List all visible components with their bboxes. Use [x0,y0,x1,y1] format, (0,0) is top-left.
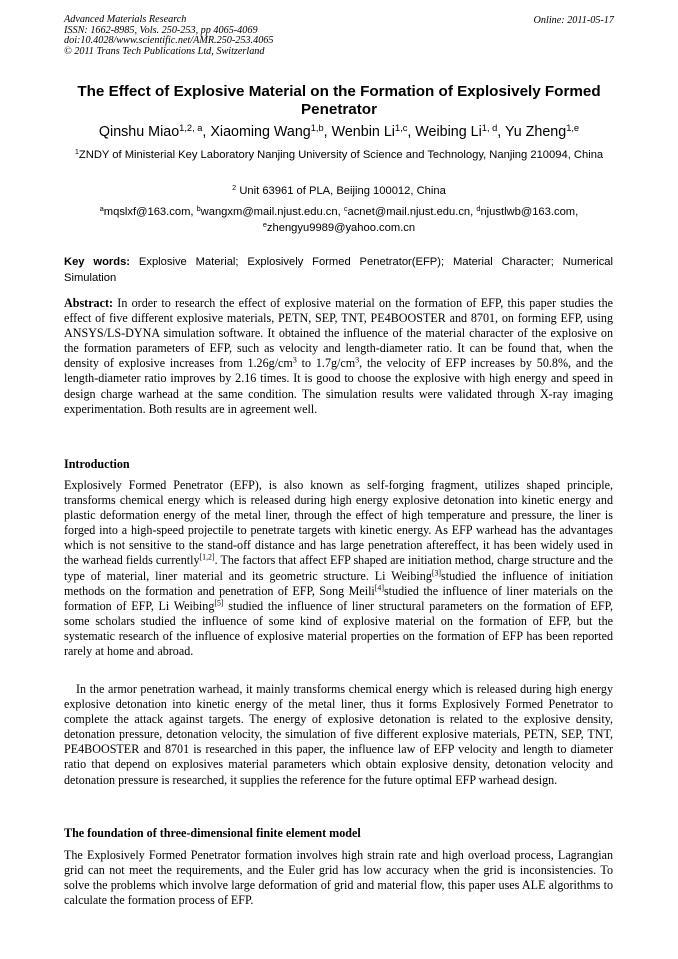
email-mark: a [99,204,104,213]
email-mark: c [343,204,348,213]
abstract-superscript: 3 [355,356,360,366]
author-name: Xiaoming Wang [210,124,311,140]
keywords-label: Key words: [64,256,131,268]
paper-title: The Effect of Explosive Material on the Formation of Explosively Formed Penetrator [77,83,601,118]
paragraph-text: studied the influence of liner materials on the formation of EFP, Li Weibing [64,583,613,613]
keywords [64,255,613,286]
email-mark: d [476,204,481,213]
affiliation-1 [54,148,624,164]
abstract-text: to 1.7g/cm [296,356,356,371]
email-address[interactable]: mqslxf@163.com, [103,206,197,218]
affiliation-text: ZNDY of Ministerial Key Laboratory Nanjing University of Science and Technology, Nanjing 210094, China [78,149,604,161]
abstract-text: In order to research the effect of explosive material on the formation of EFP, this paper studies the effect of five different explosive materials, PETN, SEP, TNT, PE4BOOSTER and 8701, on forming EFP, using ANSYS/LS-DYNA simulation software. It obtained the influence of the material character of the explosive on the formation parameters of EFP, such as velocity and length-diameter ratio. It can be found that, when the density of explosive increases from 1.26g/cm [64,296,613,371]
author-affiliation-mark: 1,e [566,122,580,133]
introduction-paragraph-1 [64,478,613,659]
author-list: Qinshu Miao$^{1,2, a}$, Xiaoming Wang$^{1,b}$, Wenbin Li$^{1,c}$, Weibing Li$^{1, d}$, Yu Zheng$^{1,e}$ [98,122,580,140]
author-name: Qinshu Miao [98,124,180,140]
abstract-label: Abstract: [64,296,114,310]
email-list [54,205,624,236]
abstract [64,296,613,417]
author-affiliation-mark: 1, d [481,122,498,133]
abstract-superscript: 3 [292,356,297,366]
foundation-paragraph-1: The Explosively Formed Penetrator formation involves high strain rate and high overload process, Lagrangian grid can not meet the requirements, and the Euler grid has low accuracy when the grid is inconsistencies. To solve the problems which involve large deformation of grid and material flow, this paper uses ALE algorithms to calculate the formation process of EFP. [64,848,613,908]
email-address[interactable]: njustlwb@163.com, [480,206,579,218]
author-name: Wenbin Li [331,124,395,140]
author-name: Weibing Li [415,124,482,140]
affiliation-text: Unit 63961 of PLA, Beijing 100012, China [236,185,446,197]
email-address[interactable]: zhengyu9989@yahoo.com.cn [266,221,416,234]
abstract-text: , the velocity of EFP increases by 50.8%, and the length-diameter ratio improves by 2.16 times. It is good to choose the explosive with high energy and speed in design charge warhead at the same condition. The simulation results were validated through X-ray imaging experimentation. Both results are in agreement well. [64,356,613,416]
online-date: Online: 2011-05-17 [533,15,614,26]
keywords-text: Explosive Material; Explosively Formed Penetrator(EFP); Material Character; Numerical Simulation [64,256,613,284]
affiliation-number: 2 [232,183,237,192]
paragraph-text: studied the influence of initiation methods on the formation and penetration of EFP, Song Meili [64,568,613,598]
citation-ref[interactable]: [5] [214,598,224,608]
email-mark: b [196,204,201,213]
citation-ref[interactable]: [3] [431,568,442,578]
section-heading-introduction: Introduction [64,457,130,471]
paragraph-text: studied the influence of liner structural parameters on the formation of EFP, some scholars studied the influence of some kind of explosive material on the formation of EFP, but the systematic research of the influence of explosive material properties on the formation of EFP has been reported rarely at home and abroad. [64,598,613,659]
citation-ref[interactable]: [4] [374,583,384,593]
introduction-paragraph-2: In the armor penetration warhead, it mainly transforms chemical energy which is released during high energy explosive detonation into kinetic energy of the metal liner, thus it forms Explosively Formed Penetrator to complete the attack against targets. The energy of explosive detonation is related to the explosive density, detonation pressure, detonation velocity, the simulation of five different explosive materials, PETN, SEP, TNT, PE4BOOSTER and 8701 is researched in this paper, the influence law of EFP velocity and length to diameter ratio that depend on explosives material parameters which obtain explosive density, detonation velocity and detonation pressure is researched, it supplies the reference for the future optimal EFP warhead design. [64,682,613,787]
doi-line: doi:10.4028/www.scientific.net/AMR.250-253.4065 [64,35,274,47]
author-name: Yu Zheng [504,124,567,140]
copyright-line: © 2011 Trans Tech Publications Ltd, Switzerland [64,45,265,57]
citation-ref[interactable]: [1,2] [199,553,215,563]
author-affiliation-mark: 1,b [310,122,324,133]
affiliation-number: 1 [74,147,79,156]
email-mark: e [262,219,267,229]
section-heading-foundation: The foundation of three-dimensional finite element model [64,826,361,840]
paragraph-text: . The factors that affect EFP shaped are initiation method, charge structure and the type of material, liner material and its geometric structure. Li Weibing [64,553,613,583]
affiliation-2 [54,184,624,200]
journal-name: Advanced Materials Research [64,14,187,25]
issn-line: ISSN: 1662-8985, Vols. 250-253, pp 4065-4069 [64,24,258,36]
paragraph-text: Explosively Formed Penetrator (EFP), is also known as self-forging fragment, utilizes shaped principle, transforms chemical energy which is released during high energy explosive detonation into kinetic energy and plastic deformation energy of the metal liner, through the effect of high temperature and pressure, the liner is forged into a high-speed projectile to penetrate targets with kinetic energy. As EFP warhead has the advantages which is not sensitive to the stand-off distance and has large penetration aftereffect, it has been widely used in the warhead fields currently [64,478,613,568]
author-affiliation-mark: 1,2, a [179,122,203,133]
author-affiliation-mark: 1,c [394,122,408,133]
email-address[interactable]: acnet@mail.njust.edu.cn, [347,206,477,218]
email-address[interactable]: wangxm@mail.njust.edu.cn, [200,206,344,218]
